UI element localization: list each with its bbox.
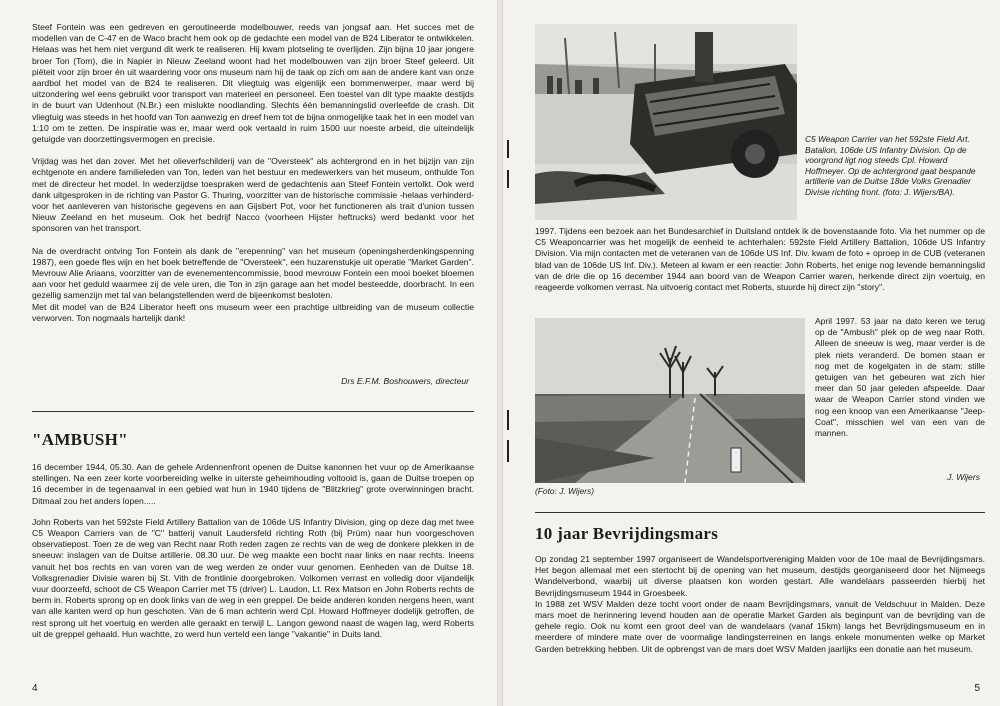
section-heading: "AMBUSH" (32, 430, 128, 449)
paragraph: 1997. Tijdens een bezoek aan het Bundesarchief in Duitsland ontdek ik de bovenstaande foto. Via het nummer op de C5 Weaponcarrier was het mogelijk de eenheid te achterhalen: 592ste Field Artillery Battalion, 106de US Infantry Division. Via mijn contacten met de veteranen van de 106de US Inf. Div. kwam de foto + oproep in de CUB (veteranen blad van de 106de US Inf. Div.). Meteen al kwam er een reactie: John Roberts, het enige nog levende bemanningslid van de drie die op 16 december 1944 aan boord van de Weapon Carrier waren, herkende direct zijn voertuig, en reageerde volkomen verrast. Na uitvoerig contact met Roberts, stuurde hij direct zijn "story". (535, 226, 985, 293)
right-page (503, 0, 1000, 706)
paragraph: In 1988 zet WSV Malden deze tocht voort onder de naam Bevrijdingsmars, vanuit de Veldschuur in Malden. Deze mars moet de herinnering levend houden aan de operatie Market Garden als beginpunt van de bevrijding van de gehele regio. Ook nu komt een groot deel van de wandelaars (vanaf 15km) langs het Bevrijdingsmuseum en in meerdere of mindere mate over de voormalige landingsterreinen en langs enkele monumenten welke op Market Garden betrekking hebben. Uit de opbrengst van de mars doet WSV Malden jaarlijks een donatie aan het museum. (535, 598, 985, 654)
page-number: 4 (32, 683, 38, 694)
margin-mark (507, 440, 509, 462)
margin-mark (507, 410, 509, 430)
photo-caption: C5 Weapon Carrier van het 592ste Field Art. Batalion, 106de US Infantry Division. Op de voorgrond ligt nog steeds Cpl. Howard Hoffmeyer. Op de achtergrond gaat bespande artillerie van de Duitse 18de Volks Grenadier Divisie richting front. (foto: J. Wijers/BA). (805, 134, 976, 197)
section-divider (535, 512, 985, 513)
margin-mark (507, 140, 509, 158)
road-image (535, 318, 805, 483)
side-story (815, 316, 985, 439)
section-heading: 10 jaar Bevrijdingsmars (535, 524, 719, 543)
author-signature: J. Wijers (947, 472, 980, 482)
ambush-article (32, 462, 474, 640)
paragraph: Vrijdag was het dan zover. Met het olieverfschilderij van de "Oversteek" als achtergrond en in het bijzijn van zijn echtgenote en andere familieleden van Ton, leden van het bestuur en medewerkers van het museum, onthulde Ton met de directeur het model. In wederzijdse toespraken werd de gedachtenis aan Steef Fontein vertolkt. Ook werd dank uitgesproken in de richting van Pastor G. Thuring, voorzitter van de historische commissie -helaas verhinderd- voor het aanleveren van historische gegevens en aan Gijsbert Pot, voor het functioneren als trait d'union tussen Nieuw Zeeland en het museum. Ook het bedrijf Nacco (voorheen Hijster heftrucks) werd bedankt voor het sponsoren van het transport. (32, 156, 474, 234)
mars-article (535, 554, 985, 655)
paragraph: Op zondag 21 september 1997 organiseert de Wandelsportvereniging Malden voor de 10e maal de Bevrijdingsmars. Het begon allemaal met een stertocht bij de opening van het museum, destijds georganiseerd door het Nijmeegs Wandelverbond, waarbij uit diverse plaatsen kon worden gestart. Alle wandelaars passeerden hierbij het Bevrijdingsmuseum 1944 in Groesbeek. (535, 554, 985, 598)
weapon-carrier-photo (535, 24, 797, 220)
paragraph: John Roberts van het 592ste Field Artillery Battalion van de 106de US Infantry Division, ging op deze dag met twee C5 Weapon Carriers van de "C" batterij vanuit Laudersfeld richting Roth (bij Prüm) naar hun voorgeschoven observatiepost. Toen ze de weg van Recht naar Roth reden zagen ze rechts van de weg de donkere plekken in de sneeuw: inslagen van de Duitse artillerie. 08.30 uur. De weg maakte een bocht naar links en naar rechts. Ineens vanuit het bos rechts en van voren van de weg werden ze onder vuur genomen. Eenheden van de Duitse 18. Volksgrenadier Divisie waren bij St. Vith de frontlinie doorgebroken. Volkomen verrast en volledig door vijandelijk vuur doorzeefd, schoot de C5 Weapon Carrier met T5 (driver) L. Laudon, Lt. Rex Matson en John Roberts rechts de berm in. Roberts sprong op en dook links van de weg in een greppel. De beide anderen konden nergens heen, want van alle kanten werd op hun geschoten. Van de 6 man achterin werd Cpl. Howard Hoffmeyer dodelijk getroffen, de rest sprong uit het voertuig en werden alle geraakt en terwijl L. Langon gewond naast de wagen lag, werd Roberts uit de greppel gehaald. Hun wachtte, zo werd hun verteld een lange "vakantie" in Duits land. (32, 516, 474, 639)
weapon-carrier-image (535, 24, 797, 220)
section-divider (32, 411, 474, 412)
margin-mark (507, 170, 509, 188)
paragraph: Met dit model van de B24 Liberator heeft ons museum weer een prachtige uitbreiding van de museum collectie verworven. Ton nogmaals hartelijk dank! (32, 301, 474, 323)
road-photo (535, 318, 805, 483)
page-number: 5 (974, 683, 980, 694)
paragraph: Na de overdracht ontving Ton Fontein als dank de "erepenning" van het museum (openingsherdenkingspenning 1987), een goede fles wijn en het boek betreffende de "Oversteek", een huzarenstukje uit operatie "Market Garden". Mevrouw Alie Ariaans, voorzitter van de evenementencommissie, bood mevrouw Fontein een mooi boeket bloemen aan voor het geduld waarmee zij de vele uren, die Ton in zijn garage aan het model besteedde, doorbracht. In een gezellig samenzijn met tal van belangstellenden werd de bijeenkomst besloten. (32, 245, 474, 301)
left-page (0, 0, 497, 706)
paragraph: April 1997. 53 jaar na dato keren we terug op de "Ambush" plek op de weg naar Roth. Alleen de sneeuw is weg, maar verder is de plek niets veranderd. De bomen staan er nog met de kogelgaten in de stam: stille getuigen van het gebeuren wat zich hier meer dan 50 jaar geleden afspeelde. Daar waar de Weapon Carrier stond vinden we nog een knoop van een Amerikaanse "Jeep-Coat", misschien wel van een van de mannen. (815, 316, 985, 439)
author-signature: Drs E.F.M. Boshouwers, directeur (341, 376, 469, 386)
discovery-paragraph (535, 226, 985, 293)
paragraph: Steef Fontein was een gedreven en geroutineerde modelbouwer, reeds van jongsaf aan. Het succes met de modellen van de C-47 en de Waco bracht hem ook op de gedachte een model van de B24 Liberator te ontwikkelen. Helaas was het hem niet vergund dit werk te realiseren. Hij kwam plotseling te overlijden. Zijn bijna 10 jaar jongere broer Ton (Tom), die in Napier in Nieuw Zeeland woont had het modelbouwen van zijn broer Steef geleerd. Uit piëteit voor zijn broer én uit waardering voor ons museum nam hij de taak op zich om aan de andere kant van onze aardbol het model van de B24 te realiseren. Dit vliegtuig was eigenlijk een bommenwerper, maar werd bij uitzondering wel eens gebruikt voor transport van materieel en personeel. Een toestel van dit type maakte destijds in de buurt van Udenhout (N.Br.) een mislukte noodlanding. Slechts één bemanningslid overleefde de crash. Dit vliegtuig was steeds in het hoofd van Ton aanwezig en dreef hem tot de bijna onmogelijke taak het in een model van 1:10 om te zetten. De inspiratie was er, maar werd ook vertaald in ruim 1500 uur noeste arbeid, die uiteindelijk getuigde van doorzettingsvermogen en precisie. (32, 22, 474, 145)
article-body (32, 22, 474, 324)
photo-credit: (Foto: J. Wijers) (535, 486, 595, 496)
paragraph: 16 december 1944, 05.30. Aan de gehele Ardennenfront openen de Duitse kanonnen het vuur op de Amerikaanse stellingen. Na een zeer korte voorbereiding welke in uiterste geheimhouding voltooid is, gaan de Duitse troepen op 16 december in de tegenaanval in een gebied wat hun in 1940 tijdens de "Blitzkrieg" grote overwinningen bracht. Ditmaal zou het anders lopen..... (32, 462, 474, 506)
